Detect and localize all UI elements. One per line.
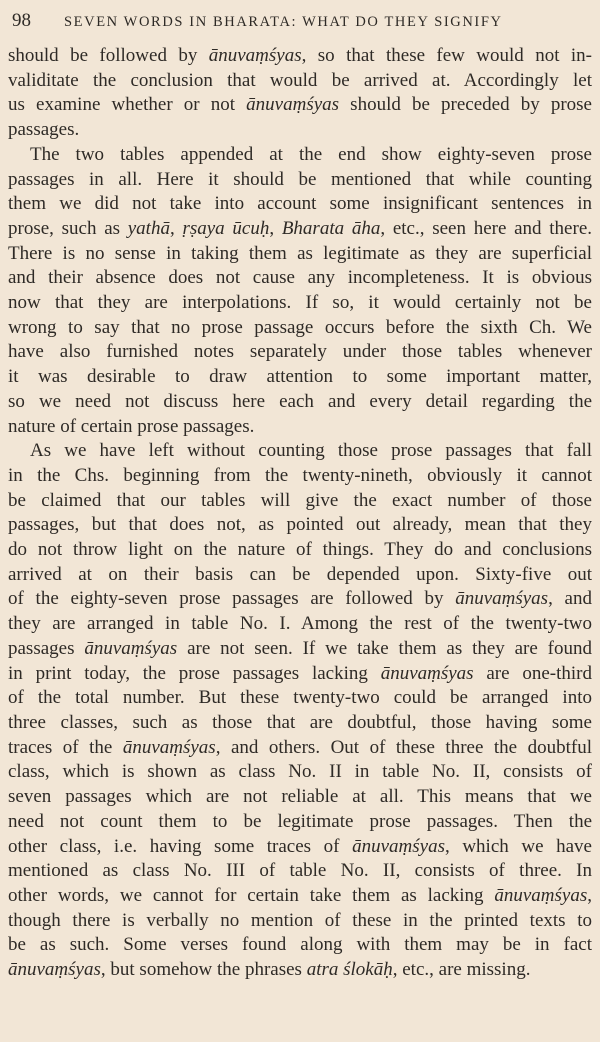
text-line: other class, i.e. having some traces of ānuvaṃśyas, which we have [8, 835, 592, 857]
text-line: and their absence does not cause any incompleteness. It is obvious [8, 267, 592, 289]
text-line: need not count them to be legitimate prose passages. Then the [8, 810, 592, 832]
text-line: be as such. Some verses found along with them may be in fact [8, 934, 592, 956]
text-line: three classes, such as those that are doubtful, those having some [8, 711, 592, 733]
text-line: should be followed by ānuvaṃśyas, so that these few would not in- [8, 45, 592, 66]
text-line: class, which is shown as class No. II in table No. II, consists of [8, 761, 592, 783]
text-line: passages. [8, 119, 80, 141]
text-line: There is no sense in taking them as legitimate as they are superficial [8, 242, 592, 264]
text-line: do not throw light on the nature of things. They do and conclusions [8, 539, 592, 561]
text-line: of the total number. But these twenty-two could be arranged into [8, 687, 592, 709]
body-text [8, 44, 592, 983]
text-line: validitate the conclusion that would be arrived at. Accordingly let [8, 69, 592, 91]
text-line: they are arranged in table No. I. Among the rest of the twenty-two [8, 613, 592, 635]
text-line: ānuvaṃśyas, but somehow the phrases atra ślokāḥ, etc., are missing. [8, 959, 531, 981]
text-line: mentioned as class No. III of table No. II, consists of three. In [8, 860, 592, 882]
text-line: them we did not take into account some insignificant sentences in [8, 193, 592, 215]
text-line: have also furnished notes separately under those tables whenever [8, 341, 592, 363]
text-line: though there is verbally no mention of these in the printed texts to [8, 909, 592, 931]
paragraph [8, 439, 592, 982]
running-head-title: SEVEN WORDS IN BHARATA: WHAT DO THEY SIGNIFY [64, 14, 503, 30]
text-line: arrived at on their basis can be depended upon. Sixty-five out [8, 563, 592, 585]
text-line: us examine whether or not ānuvaṃśyas should be preceded by prose [8, 94, 592, 116]
text-line: As we have left without counting those prose passages that fall [30, 440, 592, 462]
text-line: so we need not discuss here each and every detail regarding the [8, 390, 592, 412]
text-line: be claimed that our tables will give the exact number of those [8, 489, 592, 511]
text-line: now that they are interpolations. If so, it would certainly not be [8, 292, 592, 314]
text-line: other words, we cannot for certain take them as lacking ānuvaṃśyas, [8, 884, 592, 906]
text-line: of the eighty-seven prose passages are followed by ānuvaṃśyas, and [8, 588, 592, 610]
running-head [8, 10, 592, 44]
text-line: prose, such as yathā, ṛṣaya ūcuḥ, Bharata āha, etc., seen here and there. [8, 217, 592, 239]
paragraph [8, 44, 592, 143]
text-line: wrong to say that no prose passage occurs before the sixth Ch. We [8, 316, 592, 338]
text-line: in the Chs. beginning from the twenty-nineth, obviously it cannot [8, 464, 592, 486]
text-line: passages, but that does not, as pointed out already, mean that they [8, 514, 592, 536]
text-line: in print today, the prose passages lacking ānuvaṃśyas are one-third [8, 662, 592, 684]
text-line: traces of the ānuvaṃśyas, and others. Out of these three the doubtful [8, 736, 592, 758]
page-number: 98 [12, 10, 31, 31]
text-line: passages ānuvaṃśyas are not seen. If we take them as they are found [8, 637, 592, 659]
text-line: passages in all. Here it should be mentioned that while counting [8, 168, 592, 190]
text-line: The two tables appended at the end show eighty-seven prose [30, 143, 592, 165]
text-line: seven passages which are not reliable at all. This means that we [8, 786, 592, 808]
text-line: it was desirable to draw attention to some important matter, [8, 366, 592, 388]
text-line: nature of certain prose passages. [8, 415, 255, 437]
paragraph [8, 143, 592, 439]
